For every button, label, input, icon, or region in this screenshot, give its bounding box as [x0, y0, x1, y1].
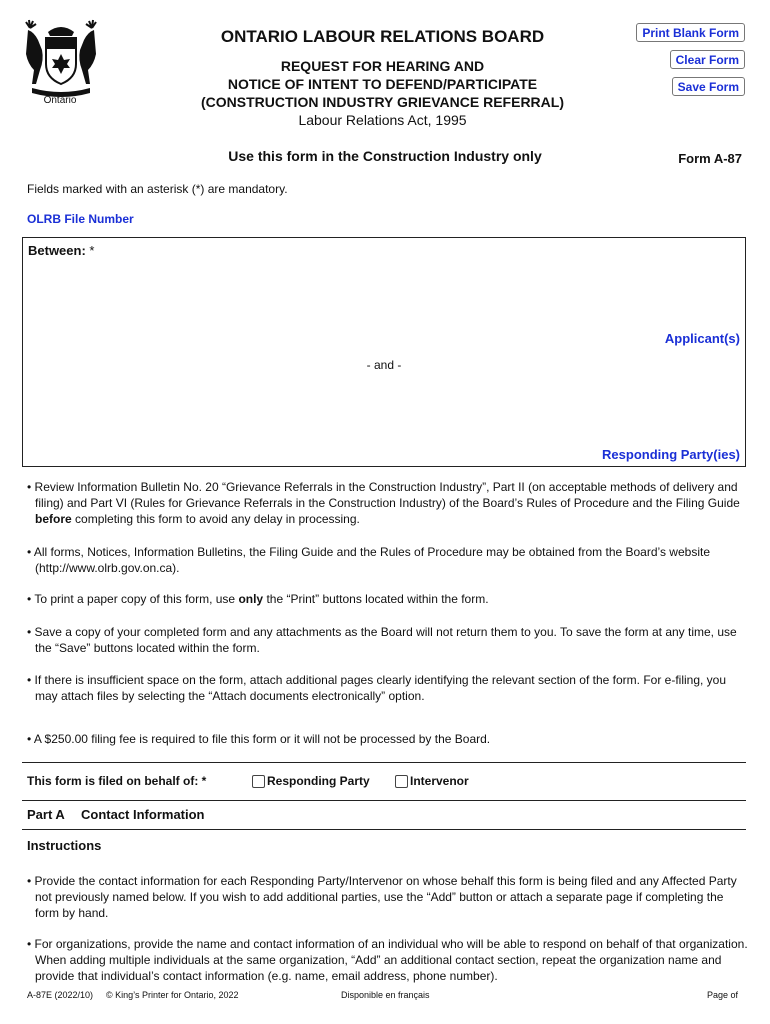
instruction-bullet: • Provide the contact information for each Responding Party/Intervenor on whose behalf this form is being filed and any Affected Party not previously named below. If you wish to add additional parties, use the “Add” button or attach a separate page if completing the form by hand.	[27, 874, 737, 920]
part-a-number: Part A	[27, 807, 65, 822]
instruction-bullet: • To print a paper copy of this form, use only the “Print” buttons located within the form.	[27, 592, 489, 606]
responding-party-option-label: Responding Party	[267, 774, 370, 788]
bullet-text: Provide the contact information for each Responding Party/Intervenor on whose behalf this form is being filed and any Affected Party not previously named below. If you wish to add additional parties, use the “Add” button or attach a separate page if completing the form by hand.	[34, 874, 737, 920]
between-label	[28, 243, 94, 258]
mandatory-note: Fields marked with an asterisk (*) are mandatory.	[27, 182, 288, 196]
responding-party-checkbox[interactable]	[252, 775, 265, 788]
subtitle-line: NOTICE OF INTENT TO DEFEND/PARTICIPATE	[227, 76, 538, 92]
subtitle-line: REQUEST FOR HEARING AND	[280, 58, 485, 74]
intervenor-option[interactable]	[395, 774, 469, 788]
clear-form-button[interactable]: Clear Form	[670, 50, 745, 69]
required-asterisk: *	[89, 243, 95, 258]
part-a-title: Contact Information	[81, 807, 205, 822]
bullet-text: All forms, Notices, Information Bulletins, the Filing Guide and the Rules of Procedure may be obtained from the Board’s website (http://www.olrb.gov.on.ca).	[33, 545, 710, 575]
responding-party-label: Responding Party(ies)	[602, 447, 740, 462]
bullet-bold-text: only	[238, 592, 264, 606]
form-number: Form A-87	[678, 151, 742, 166]
form-code: A-87E (2022/10)	[27, 990, 94, 1000]
bullet-text: To print a paper copy of this form, use	[34, 592, 239, 606]
instruction-bullet: • Save a copy of your completed form and any attachments as the Board will not return them to you. To save the form at any time, use the “Save” buttons located within the form.	[27, 625, 737, 655]
instruction-bullet: • All forms, Notices, Information Bulletins, the Filing Guide and the Rules of Procedure may be obtained from the Board’s website (http://www.olrb.gov.on.ca).	[27, 545, 710, 575]
bullet-text: the “Print” buttons located within the form.	[263, 592, 489, 606]
subtitle-line: (CONSTRUCTION INDUSTRY GRIEVANCE REFERRAL)	[201, 94, 564, 110]
between-text: Between:	[28, 243, 86, 258]
board-title: ONTARIO LABOUR RELATIONS BOARD	[220, 27, 545, 46]
print-blank-form-button[interactable]: Print Blank Form	[636, 23, 745, 42]
instruction-bullet: • A $250.00 filing fee is required to file this form or it will not be processed by the Board.	[27, 732, 491, 746]
divider	[22, 762, 746, 763]
copyright: © King’s Printer for Ontario, 2022	[106, 990, 239, 1000]
and-separator: - and -	[366, 358, 402, 372]
bullet-text: A $250.00 filing fee is required to file this form or it will not be processed by the Board.	[33, 732, 491, 746]
bullet-bold-text: before	[35, 512, 72, 526]
page-number: Page of	[707, 990, 739, 1000]
bullet-text: If there is insufficient space on the form, attach additional pages clearly identifying the relevant section of the form. For e-filing, you may attach files by selecting the “Attach documents electronically” option.	[34, 673, 727, 703]
olrb-file-number-field[interactable]: OLRB File Number	[27, 212, 134, 226]
responding-party-option[interactable]	[252, 774, 370, 788]
bullet-text: Review Information Bulletin No. 20 “Grievance Referrals in the Construction Industry”, Part II (on acceptable methods of delivery and filing) and Part VI (Rules for Grievance Referrals in the Construction Industry) of the Board’s Rules of Procedure and the Filing Guide	[34, 480, 740, 510]
parties-box[interactable]	[22, 237, 746, 467]
logo-caption: Ontario	[43, 95, 77, 106]
use-form-notice: Use this form in the Construction Industry only	[228, 148, 542, 164]
french-version-note: Disponible en français	[341, 990, 430, 1000]
instructions-heading: Instructions	[27, 838, 102, 853]
instruction-bullet: • Review Information Bulletin No. 20 “Grievance Referrals in the Construction Industry”, Part II (on acceptable methods of delivery and filing) and Part VI (Rules for Grievance Referrals in the Construction Industry) of the Board’s Rules of Procedure and the Filing Guide before completing this form to avoid any delay in processing.	[27, 480, 740, 526]
bullet-text: completing this form to avoid any delay in processing.	[71, 512, 360, 526]
form-subtitle	[160, 57, 605, 111]
instruction-bullet: • For organizations, provide the name and contact information of an individual who will be able to respond on behalf of that organization. When adding multiple individuals at the same organization, “Add” an additional contact section, repeat the organization name and provide that individual’s contact information (e.g. name, email address, phone number).	[27, 937, 748, 983]
intervenor-checkbox[interactable]	[395, 775, 408, 788]
save-form-button[interactable]: Save Form	[672, 77, 745, 96]
divider	[22, 829, 746, 830]
bullet-text: For organizations, provide the name and contact information of an individual who will be able to respond on behalf of that organization. When adding multiple individuals at the same organization, “Add” an additional contact section, repeat the organization name and provide that individual’s contact information (e.g. name, email address, phone number).	[34, 937, 748, 983]
bullet-text: Save a copy of your completed form and any attachments as the Board will not return them to you. To save the form at any time, use the “Save” buttons located within the form.	[34, 625, 737, 655]
divider	[22, 800, 746, 801]
applicant-label: Applicant(s)	[664, 331, 740, 346]
act-name: Labour Relations Act, 1995	[298, 112, 467, 128]
instruction-bullet: • If there is insufficient space on the form, attach additional pages clearly identifying the relevant section of the form. For e-filing, you may attach files by selecting the “Attach documents electronically” option.	[27, 673, 727, 703]
intervenor-option-label: Intervenor	[410, 774, 469, 788]
filed-on-behalf-label: This form is filed on behalf of: *	[27, 774, 207, 788]
